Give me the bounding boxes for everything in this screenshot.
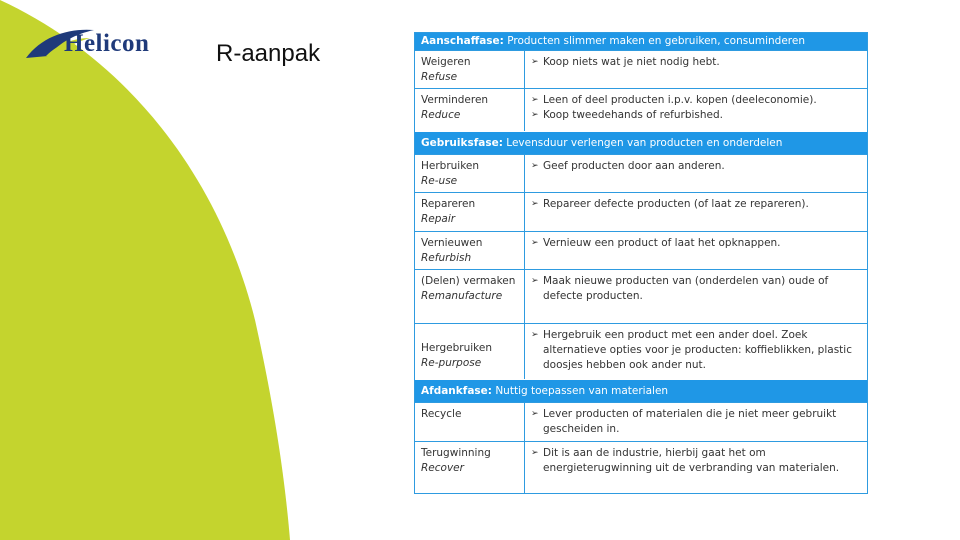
- strategy-cell: [415, 155, 525, 192]
- table-row-repareren: [415, 192, 867, 231]
- arrow-bullet-icon: ➢: [531, 95, 539, 105]
- action-text: Dit is aan de industrie, hierbij gaat het om energieterugwinning uit de verbranding van materialen.: [543, 447, 840, 474]
- phase-name: Afdankfase:: [421, 385, 492, 397]
- strategy-name-en: Remanufacture: [421, 290, 503, 302]
- phase-description: Producten slimmer maken en gebruiken, consuminderen: [503, 35, 805, 47]
- strategy-name-nl: Weigeren: [421, 56, 471, 68]
- slide-title: R-aanpak: [216, 40, 321, 67]
- arrow-bullet-icon: ➢: [531, 57, 539, 67]
- strategy-name-nl: Herbruiken: [421, 160, 480, 172]
- action-text: Koop niets wat je niet nodig hebt.: [543, 56, 720, 68]
- action-point: [531, 328, 859, 373]
- arrow-bullet-icon: ➢: [531, 161, 539, 171]
- action-text: Leen of deel producten i.p.v. kopen (deeleconomie).: [543, 94, 817, 106]
- strategy-cell: [415, 193, 525, 231]
- strategy-name-en: Re-purpose: [421, 357, 482, 369]
- arrow-bullet-icon: ➢: [531, 448, 539, 458]
- action-point: [531, 236, 859, 251]
- strategy-name-en: Refuse: [421, 71, 458, 83]
- table-row-recycle: [415, 402, 867, 441]
- strategy-name-nl: Vernieuwen: [421, 237, 483, 249]
- action-cell: [525, 193, 867, 231]
- action-point: [531, 108, 859, 123]
- action-text: Hergebruik een product met een ander doel. Zoek alternatieve opties voor je producten: koffieblikken, plastic doosjes hebben ook ander nut.: [543, 329, 852, 371]
- arrow-bullet-icon: ➢: [531, 199, 539, 209]
- phase-name: Gebruiksfase:: [421, 137, 503, 149]
- arrow-bullet-icon: ➢: [531, 276, 539, 286]
- action-cell: [525, 324, 867, 379]
- action-point: [531, 274, 859, 304]
- helicon-logo-text: Helicon: [64, 30, 150, 57]
- strategy-name-nl: Repareren: [421, 198, 476, 210]
- strategy-name-en: Reduce: [421, 109, 461, 121]
- action-point: [531, 197, 859, 212]
- strategy-name-en: Re-use: [421, 175, 458, 187]
- action-cell: [525, 232, 867, 269]
- strategy-cell: [415, 51, 525, 88]
- strategy-cell: [415, 89, 525, 131]
- table-row-weigeren: [415, 50, 867, 88]
- table-row-herbruiken: [415, 154, 867, 192]
- strategy-name-nl: Recycle: [421, 408, 462, 420]
- phase-header-gebruiksfase: [415, 132, 867, 154]
- action-cell: [525, 403, 867, 441]
- strategy-cell: [415, 324, 525, 379]
- strategy-name-nl: (Delen) vermaken: [421, 275, 516, 287]
- table-row-vernieuwen: [415, 231, 867, 269]
- strategy-cell: [415, 270, 525, 323]
- action-text: Geef producten door aan anderen.: [543, 160, 725, 172]
- phase-header-afdankfase: [415, 380, 867, 402]
- action-point: [531, 446, 859, 476]
- action-text: Vernieuw een product of laat het opknappen.: [543, 237, 781, 249]
- action-text: Maak nieuwe producten van (onderdelen van) oude of defecte producten.: [543, 275, 829, 302]
- action-cell: [525, 270, 867, 323]
- strategy-cell: [415, 232, 525, 269]
- action-cell: [525, 51, 867, 88]
- arrow-bullet-icon: ➢: [531, 409, 539, 419]
- strategy-name-en: Refurbish: [421, 252, 472, 264]
- strategy-name-nl: Verminderen: [421, 94, 489, 106]
- action-text: Repareer defecte producten (of laat ze repareren).: [543, 198, 809, 210]
- strategy-name-en: Recover: [421, 462, 464, 474]
- table-row-terugwinning: [415, 441, 867, 493]
- action-point: [531, 93, 859, 108]
- phase-description: Levensduur verlengen van producten en onderdelen: [502, 137, 783, 149]
- action-point: [531, 55, 859, 70]
- action-point: [531, 407, 859, 437]
- phase-header-aanschaffase: [415, 33, 867, 50]
- strategy-cell: [415, 442, 525, 493]
- r-approach-table: [414, 32, 868, 494]
- action-cell: [525, 442, 867, 493]
- arrow-bullet-icon: ➢: [531, 238, 539, 248]
- phase-description: Nuttig toepassen van materialen: [491, 385, 669, 397]
- phase-name: Aanschaffase:: [421, 35, 504, 47]
- table-row-hergebruiken: [415, 323, 867, 379]
- strategy-name-nl: Hergebruiken: [421, 342, 492, 354]
- action-text: Koop tweedehands of refurbished.: [543, 109, 724, 121]
- arrow-bullet-icon: ➢: [531, 330, 539, 340]
- arrow-bullet-icon: ➢: [531, 110, 539, 120]
- action-cell: [525, 155, 867, 192]
- strategy-name-nl: Terugwinning: [421, 447, 491, 459]
- strategy-cell: [415, 403, 525, 441]
- action-cell: [525, 89, 867, 131]
- table-row-delen-vermaken: [415, 269, 867, 323]
- action-text: Lever producten of materialen die je niet meer gebruikt gescheiden in.: [543, 408, 837, 435]
- action-point: [531, 159, 859, 174]
- table-row-verminderen: [415, 88, 867, 131]
- strategy-name-en: Repair: [421, 213, 456, 225]
